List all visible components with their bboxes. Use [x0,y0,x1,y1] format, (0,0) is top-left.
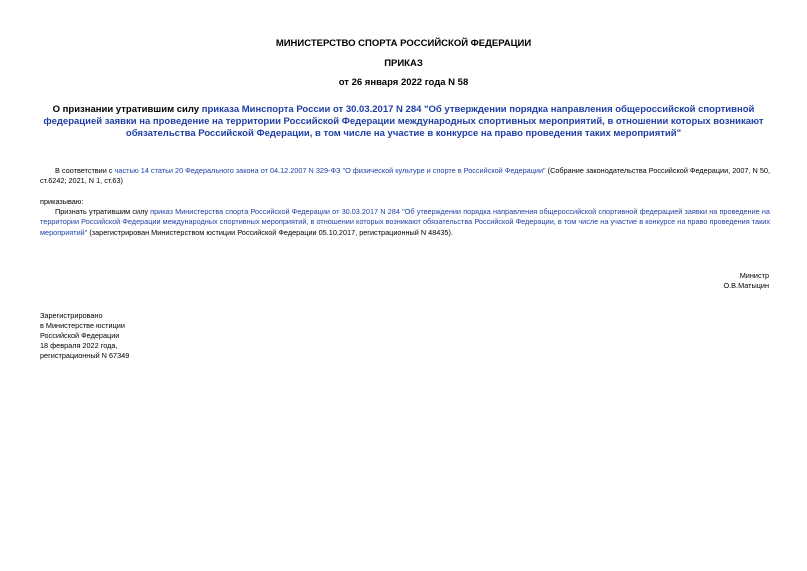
signatory-position: Министр [739,271,769,280]
decision-paragraph [40,207,770,238]
basis-suffix: (Собрание законодательства Российской Федерации, 2007, N 50, ст.6242; 2021, N 1, ст.63) [40,166,771,186]
basis-prefix: В соответствии с [55,166,115,175]
registration-line: Российской Федерации [40,331,120,340]
document-date-number: от 26 января 2022 года N 58 [338,77,469,88]
signatory-name: О.В.Матыцин [723,281,769,290]
orders-label: приказываю: [40,197,84,206]
basis-law-link[interactable]: частью 14 статьи 20 Федерального закона от 04.12.2007 N 329-ФЗ "О физической культуре и спорте в Российской Федерации" [114,166,546,175]
title-link[interactable]: приказа Минспорта России от 30.03.2017 N 284 "Об утверждении порядка направления общероссийской спортивной федерацией заявки на проведение на территории Российской Федерации международных спортивных мероприятий, в отношении которых возникают обязательства Российской Федерации, в том числе на участие в конкурсе на право проведения таких мероприятий" [43,104,764,139]
decision-suffix: (зарегистрирован Министерством юстиции Российской Федерации 05.10.2017, регистрационный N 48435). [87,227,453,237]
decision-order-link[interactable]: приказ Министерства спорта Российской Федерации от 30.03.2017 N 284 "Об утверждении порядка направления общероссийской спортивной федерацией заявки на проведение на территории Российской Федерации международных спортивных мероприятий, в отношении которых возникают обязательства Российской Федерации, в том числе на участие в конкурсе на право проведения таких мероприятий" [40,207,770,237]
document-title [30,104,777,140]
document-type: ПРИКАЗ [384,58,423,69]
title-prefix: О признании утратившим силу [52,104,202,115]
ministry-name: МИНИСТЕРСТВО СПОРТА РОССИЙСКОЙ ФЕДЕРАЦИИ [275,38,532,49]
registration-line: в Министерстве юстиции [40,321,125,330]
registration-number: регистрационный N 67349 [40,351,130,360]
legal-basis-paragraph [40,166,770,187]
registration-date: 18 февраля 2022 года, [40,341,118,350]
decision-prefix: Признать утратившим силу [55,207,151,216]
registration-line: Зарегистрировано [40,311,103,320]
